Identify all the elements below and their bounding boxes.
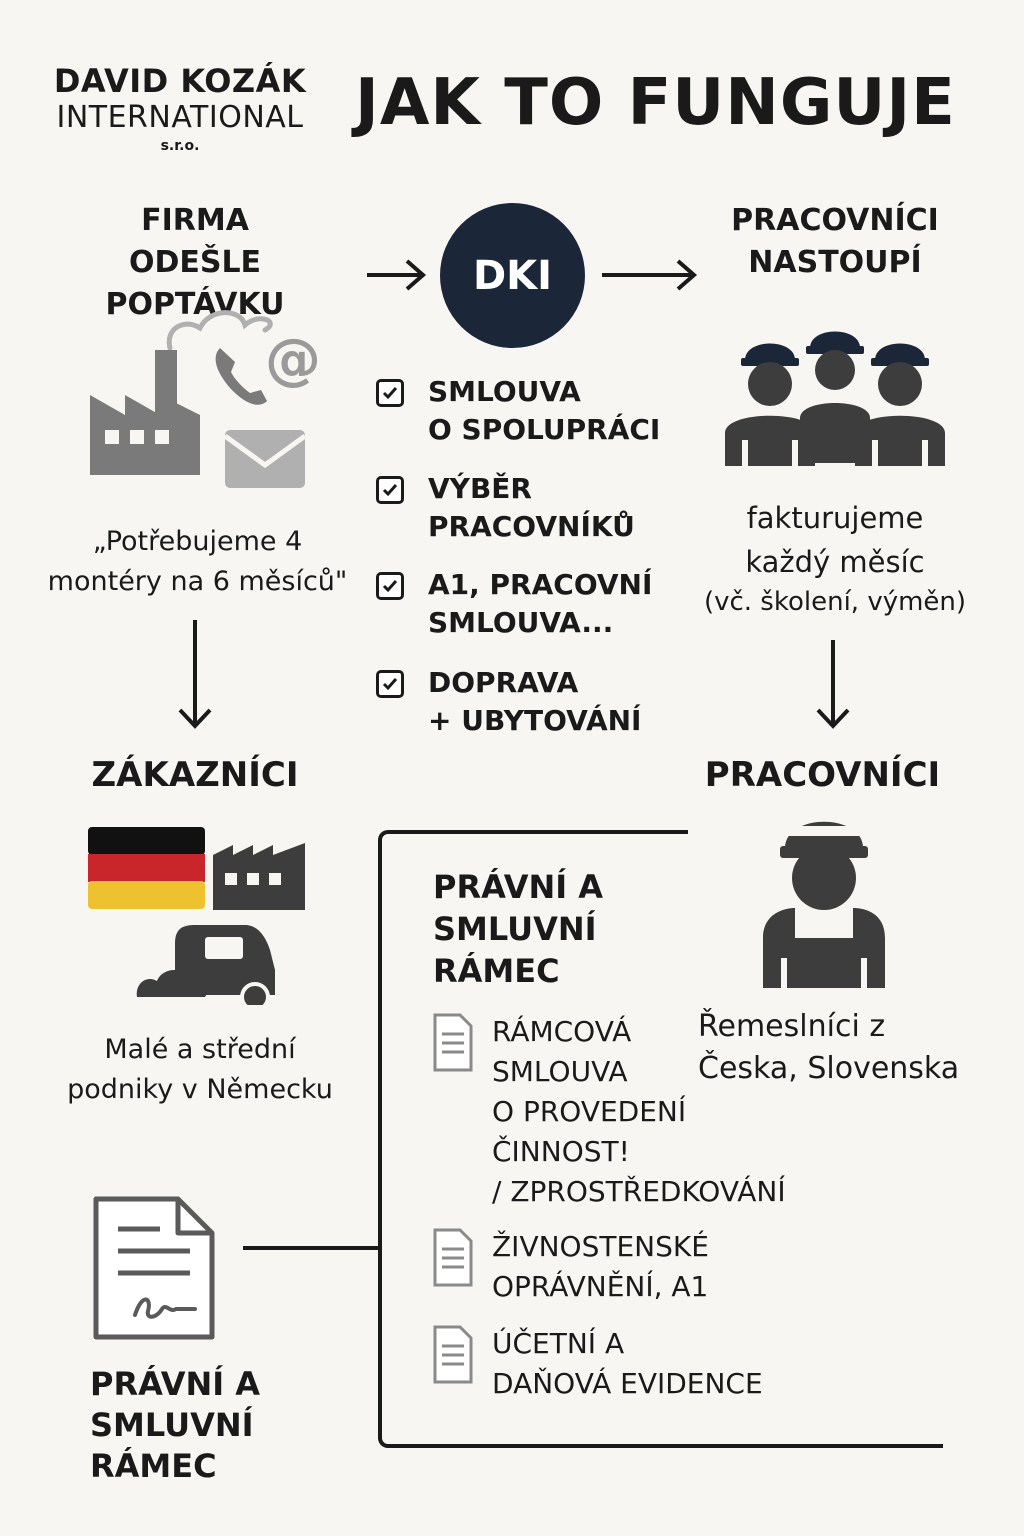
checklist-item-line2: PRACOVNÍKŮ [428,510,635,543]
workers-group-icon [720,318,950,468]
page-title: JAK TO FUNGUJE [355,66,956,140]
customers-icons [85,825,315,1005]
customers-desc-line1: Malé a střední [104,1034,296,1065]
checkbox-checked-icon [376,476,404,504]
document-line: DAŇOVÁ EVIDENCE [492,1367,763,1400]
customers-description [40,1030,360,1110]
document-icon [432,1227,474,1289]
logo-company-name: DAVID KOZÁK [53,62,307,100]
svg-text:@: @ [265,327,321,392]
step3-heading-line1: PRACOVNÍCI [731,203,939,238]
billing-note [690,496,980,620]
step3-heading [700,200,970,284]
checklist-item [376,664,696,740]
workers-desc-line2: Česka, Slovenska [698,1051,960,1086]
document-line: ÚČETNÍ A [492,1327,625,1360]
step3-heading-line2: NASTOUPÍ [748,245,922,280]
document-line: SMLOUVA [492,1055,628,1088]
phone-icon [216,348,267,405]
document-item [432,1324,763,1404]
legal-framework-title [433,866,603,992]
billing-line1: fakturujeme [746,501,924,535]
worker-icon [855,344,945,467]
request-quote [25,522,370,602]
workers-desc-line1: Řemeslníci z [698,1009,886,1044]
at-icon [265,327,321,392]
legal-title-line2: SMLUVNÍ [433,910,597,948]
checkbox-checked-icon [376,572,404,600]
checklist-item [376,470,696,546]
arrow-right-icon [365,255,430,295]
checkbox-checked-icon [376,670,404,698]
document-line: / ZPROSTŘEDKOVÁNÍ [492,1175,786,1208]
delivery-van-icon [137,925,275,1005]
document-line: O PROVEDENÍ [492,1095,687,1128]
arrow-right-icon [600,255,700,295]
checklist-item-line2: SMLOUVA... [428,606,614,639]
bottom-legal-label [90,1364,260,1487]
document-icon [432,1012,474,1074]
checklist-item [376,566,696,642]
checklist-item-line1: A1, PRACOVNÍ [428,568,653,601]
dki-badge: DKI [440,203,585,348]
bottom-legal-line2: SMLUVNÍ [90,1406,254,1444]
factory-icon [213,843,305,910]
factory-icon [90,350,200,475]
checklist-item-line1: SMLOUVA [428,375,581,408]
factory-contact-icons [85,300,335,500]
quote-line1: „Potřebujeme 4 [92,526,303,557]
billing-line3: (vč. školení, výměn) [703,587,967,617]
workers-heading: PRACOVNÍCI [704,755,941,795]
checklist-item-line2: O SPOLUPRÁCI [428,413,661,446]
connector-line [243,1240,383,1256]
step1-heading-line1: FIRMA [141,203,249,238]
customers-desc-line2: podniky v Německu [67,1074,333,1105]
customers-heading: ZÁKAZNÍCI [91,755,299,795]
smoke-icon [169,313,270,348]
document-line: ŽIVNOSTENSKÉ [492,1230,709,1263]
worker-icon [725,344,815,467]
logo-company-suffix: INTERNATIONAL [56,100,304,135]
checklist-item [376,373,696,449]
billing-line2: každý měsíc [745,545,925,579]
arrow-down-icon [813,638,853,733]
checklist-item-line2: + UBYTOVÁNÍ [428,704,642,737]
legal-title-line3: RÁMEC [433,952,560,990]
logo-legal-form: s.r.o. [160,138,200,154]
bottom-legal-line1: PRÁVNÍ A [90,1365,261,1403]
arrow-down-icon [175,618,215,733]
document-line: RÁMCOVÁ [492,1015,632,1048]
document-line: ČINNOST! [492,1135,630,1168]
bottom-legal-line3: RÁMEC [90,1447,217,1485]
checkbox-checked-icon [376,379,404,407]
checklist-item-line1: DOPRAVA [428,666,579,699]
germany-flag-icon [88,827,205,909]
document-item [432,1012,786,1212]
signed-contract-icon [90,1193,220,1343]
document-icon [432,1324,474,1386]
quote-line2: montéry na 6 měsíců" [47,566,348,597]
step1-heading-line2: ODEŠLE POPTÁVKU [105,245,285,322]
document-line: OPRÁVNĚNÍ, A1 [492,1270,709,1303]
envelope-icon [225,430,305,488]
document-item [432,1227,709,1307]
checklist-item-line1: VÝBĚR [428,472,532,505]
legal-title-line1: PRÁVNÍ A [433,868,604,906]
